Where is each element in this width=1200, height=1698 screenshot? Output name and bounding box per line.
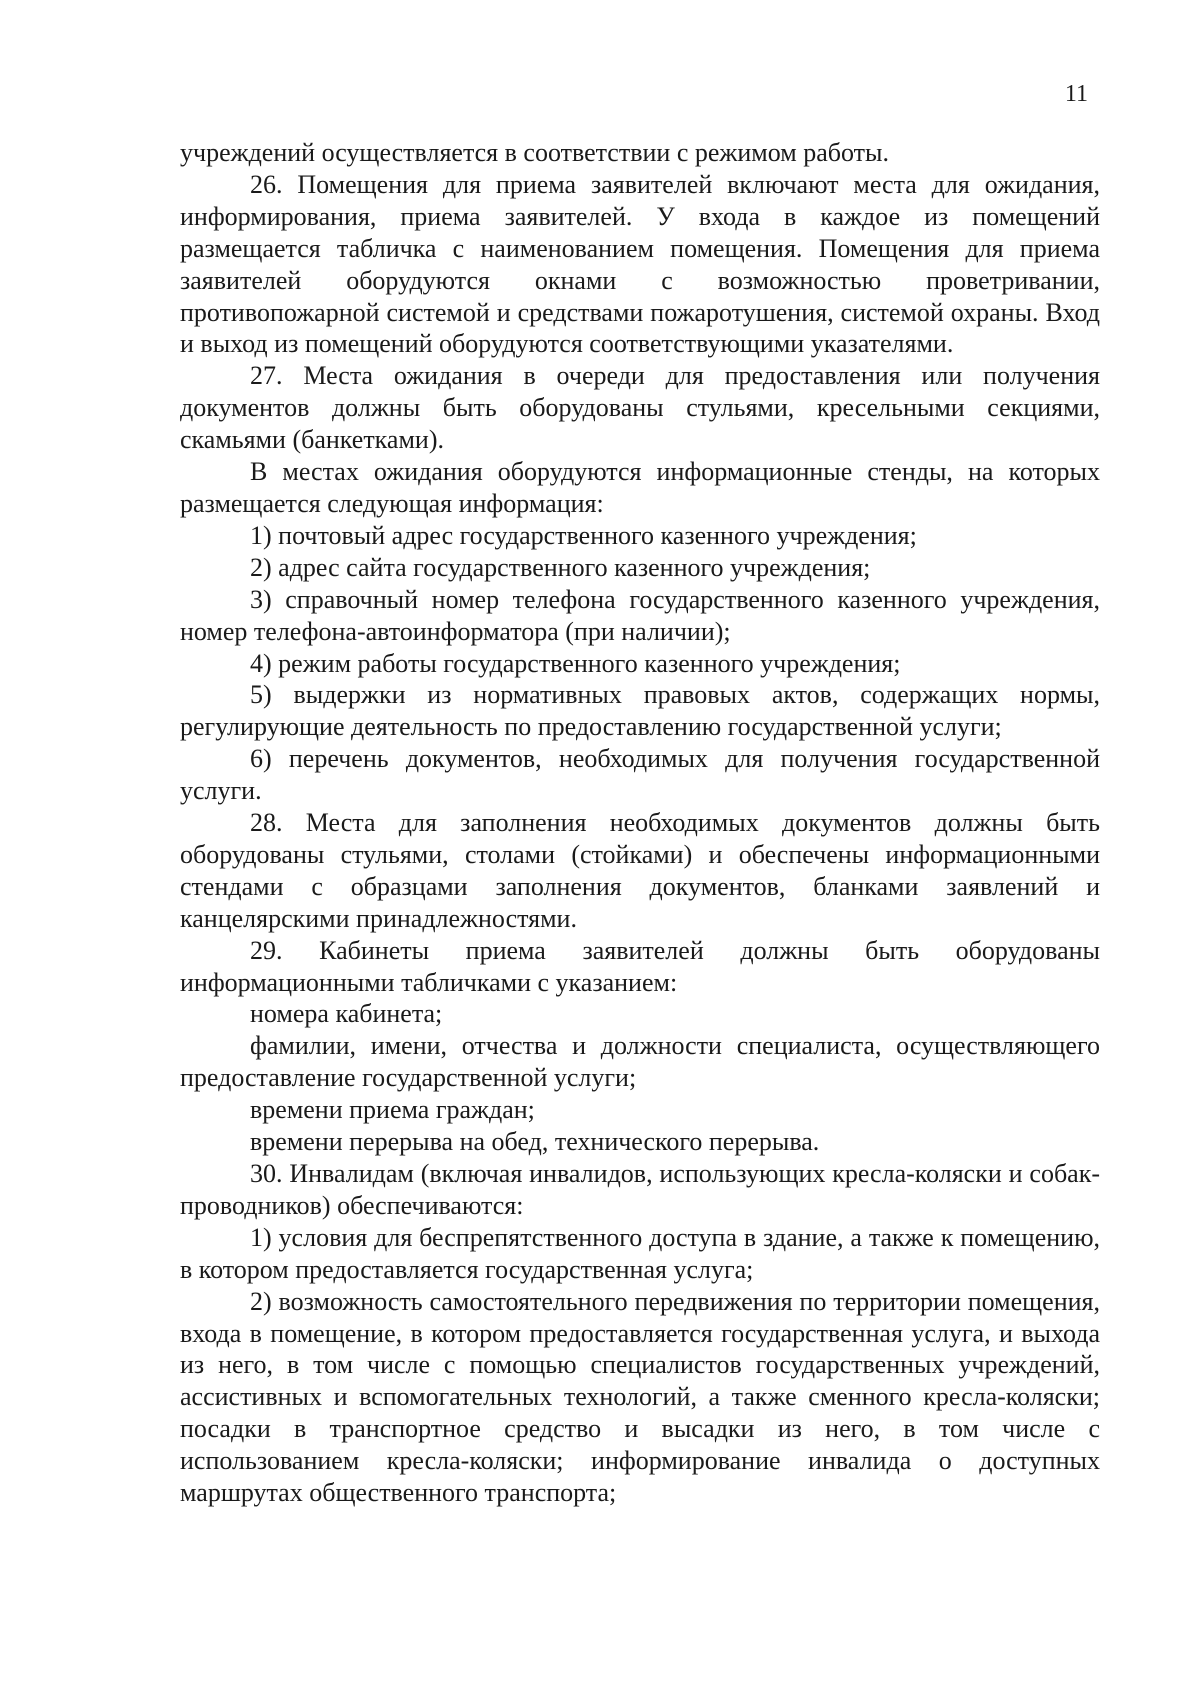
document-body [180,137,1100,1509]
list-item-6: 6) перечень документов, необходимых для получения государственной услуги. [180,744,1100,806]
list-item-3: 3) справочный номер телефона государственного казенного учреждения, номер телефона-автоинформатора (при наличии); [180,584,1100,646]
paragraph-item-27: 27. Места ожидания в очереди для предоставления или получения документов должны быть оборудованы стульями, кресельными секциями, скамьями (банкетками). [180,361,1100,455]
page-number: 11 [1064,81,1088,107]
list-item-1: 1) почтовый адрес государственного казенного учреждения; [250,520,917,550]
paragraph-item-28: 28. Места для заполнения необходимых документов должны быть оборудованы стульями, столами (стойками) и обеспечены информационными стендами с образцами заполнения документов, бланками заявлений и канцелярскими принадлежностями. [180,808,1100,933]
list-item-5: 5) выдержки из нормативных правовых актов, содержащих нормы, регулирующие деятельность по предоставлению государственной услуги; [180,680,1100,742]
sign-item-break-time: времени перерыва на обед, технического перерыва. [250,1127,820,1157]
paragraph-info-stands: В местах ожидания оборудуются информационные стенды, на которых размещается следующая информация: [180,457,1100,518]
paragraph-0: учреждений осуществляется в соответствии с режимом работы. [180,138,889,167]
sign-item-reception-time: времени приема граждан; [250,1095,535,1125]
sign-item-room-number: номера кабинета; [250,999,443,1029]
disability-item-1: 1) условия для беспрепятственного доступа в здание, а также к помещению, в котором предоставляется государственная услуга; [180,1222,1100,1284]
sign-item-specialist: фамилии, имени, отчества и должности специалиста, осуществляющего предоставление государственной услуги; [180,1031,1100,1093]
list-item-2: 2) адрес сайта государственного казенного учреждения; [250,552,871,582]
disability-item-2: 2) возможность самостоятельного передвижения по территории помещения, входа в помещение, в котором предоставляется государственная услуга, и выхода из него, в том числе с помощью специалистов государственных учреждений, ассистивных и вспомогательных технологий, а также сменного кресла-коляски; посадки в транспортное средство и высадки из него, в том числе с использованием кресла-коляски; информирование инвалида о доступных маршрутах общественного транспорта; [180,1286,1100,1508]
list-item-4: 4) режим работы государственного казенного учреждения; [250,648,901,678]
paragraph-item-29: 29. Кабинеты приема заявителей должны быть оборудованы информационными табличками с указанием: [180,935,1100,997]
paragraph-item-26: 26. Помещения для приема заявителей включают места для ожидания, информирования, приема заявителей. У входа в каждое из помещений размещается табличка с наименованием помещения. Помещения для приема заявителей оборудуются окнами с возможностью проветривании, противопожарной системой и средствами пожаротушения, системой охраны. Вход и выход из помещений оборудуются соответствующими указателями. [180,169,1100,359]
paragraph-item-30: 30. Инвалидам (включая инвалидов, использующих кресла-коляски и собак-проводников) обеспечиваются: [180,1159,1100,1220]
